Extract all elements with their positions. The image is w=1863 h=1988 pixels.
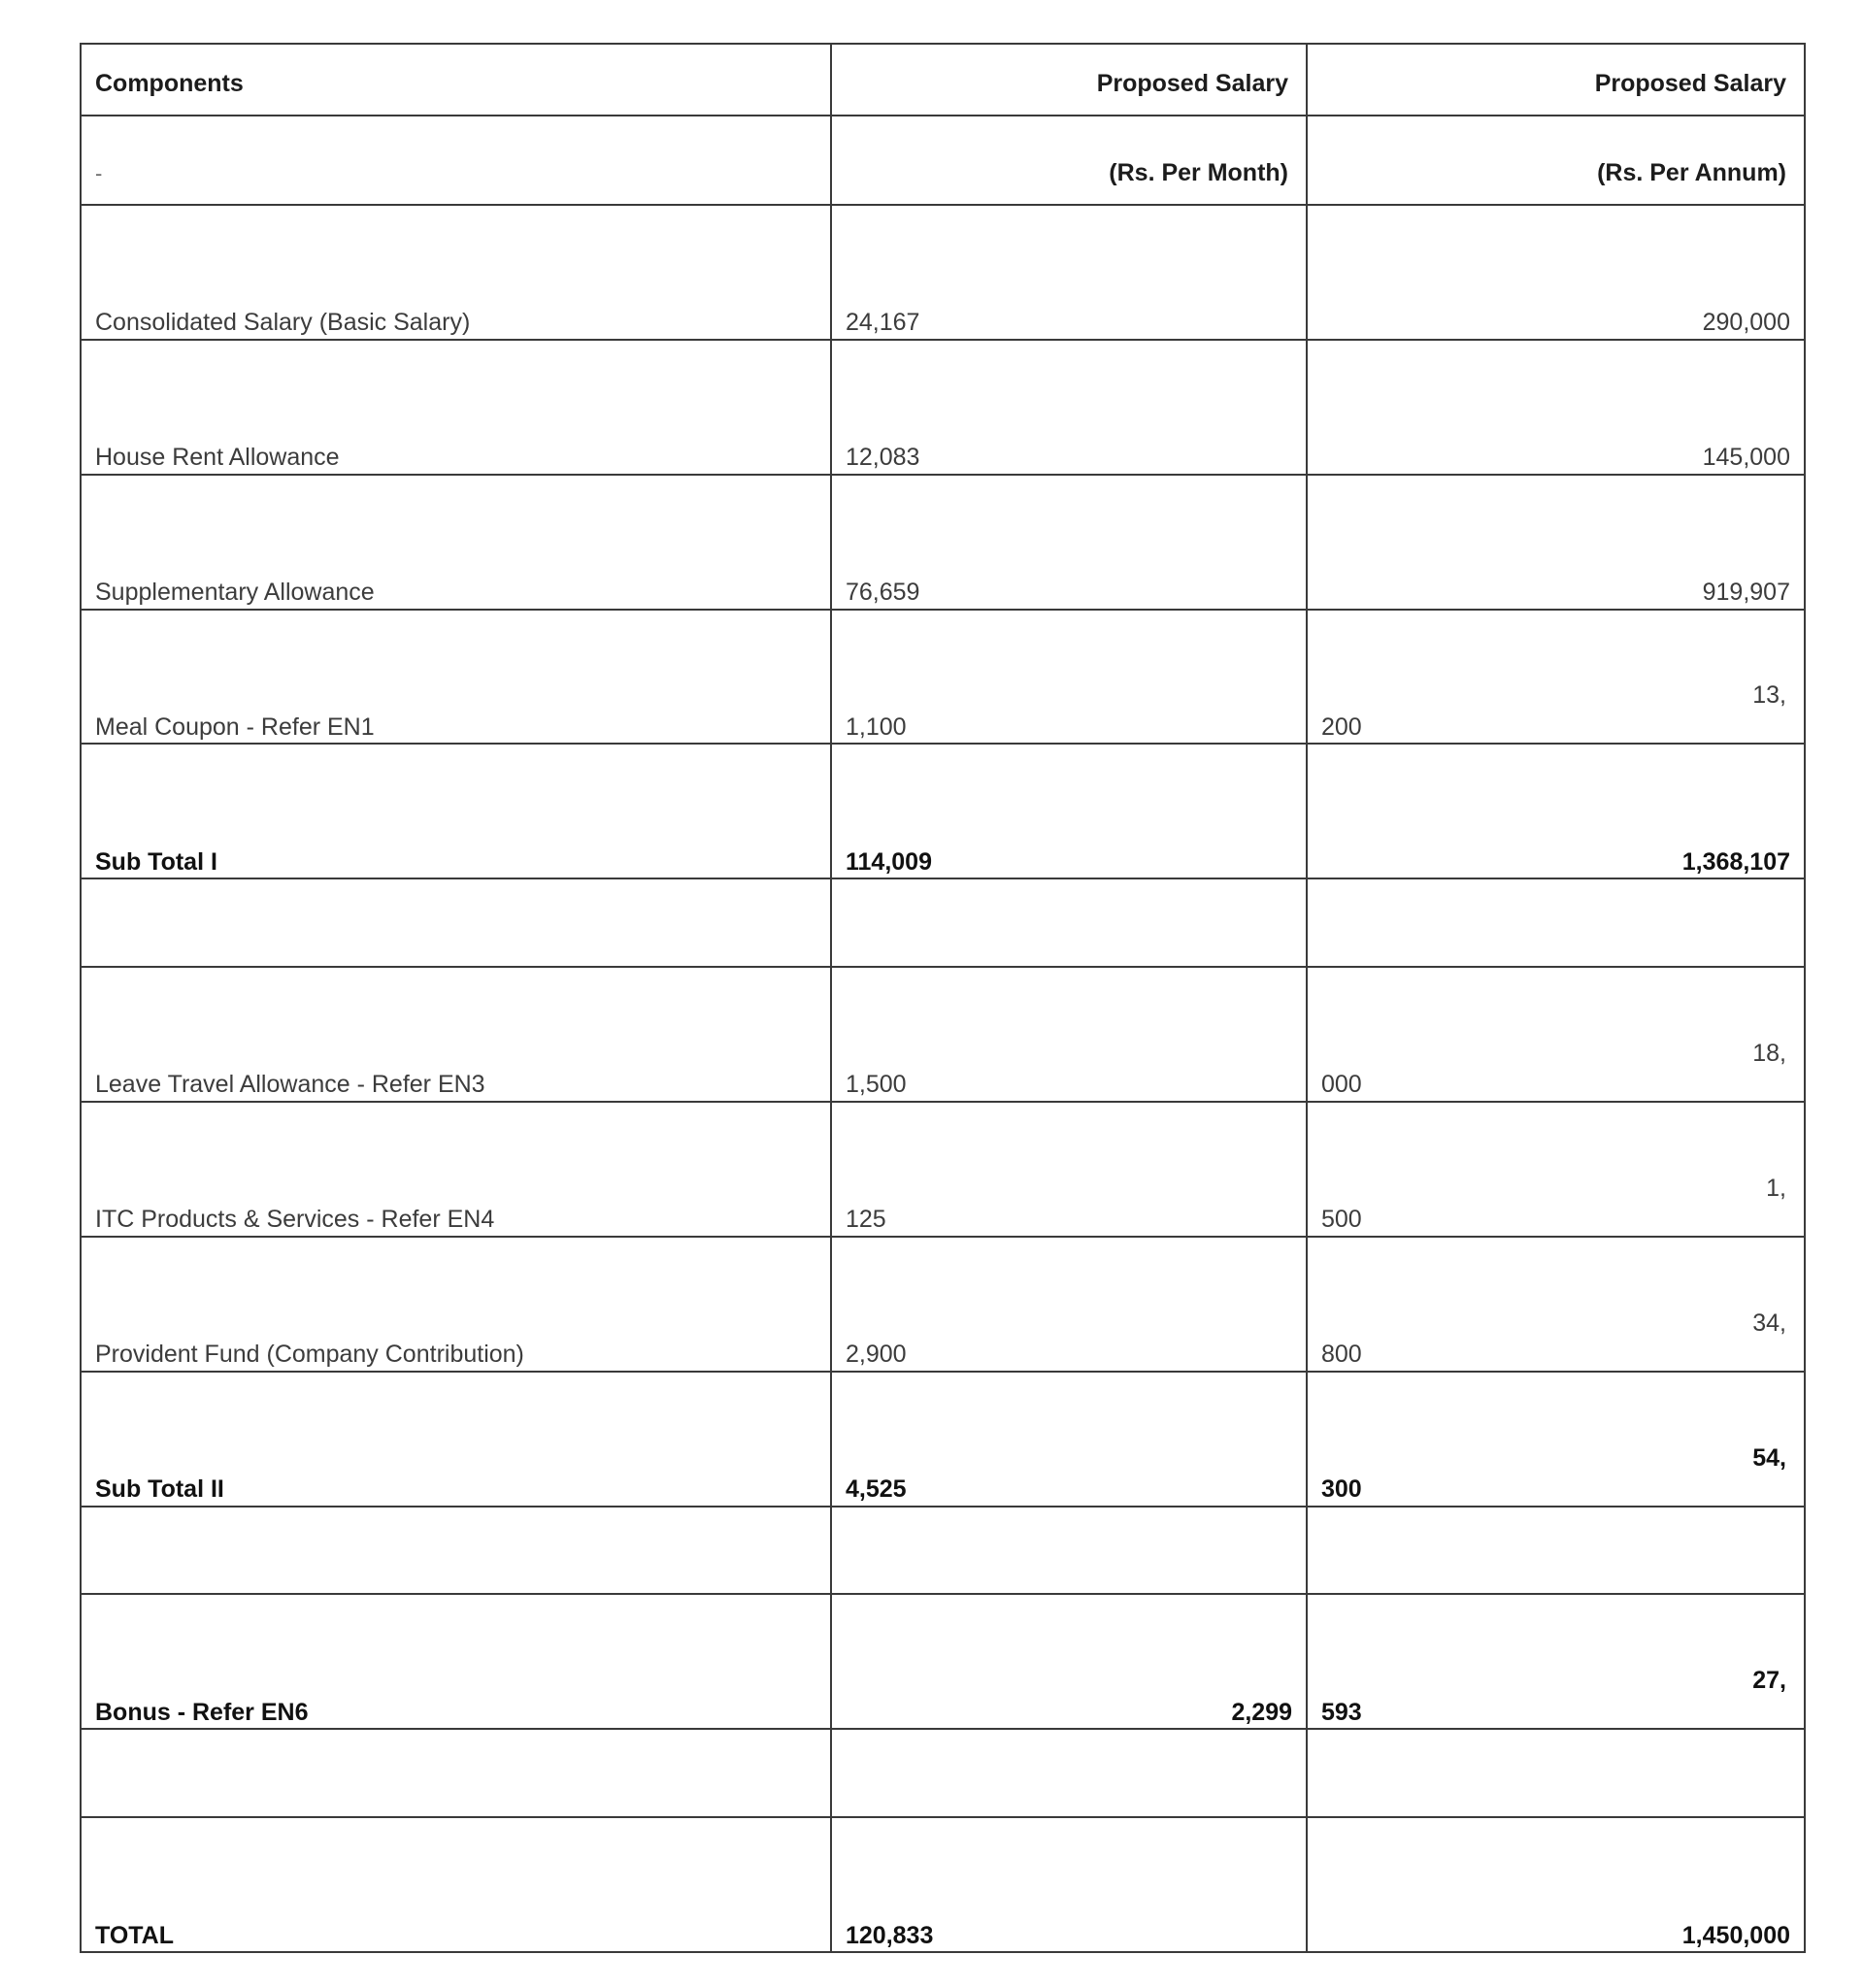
annual-value-fragment-bottom: 500 (1321, 1206, 1362, 1234)
cell-annual-value (1307, 1237, 1805, 1372)
cell-component-label: TOTAL (81, 1817, 831, 1952)
table-row (81, 475, 1805, 610)
cell-component-label: Meal Coupon - Refer EN1 (81, 610, 831, 745)
annual-value-fragment-bottom: 800 (1321, 1341, 1362, 1369)
spacer-cell-monthly (831, 878, 1307, 967)
cell-annual-value (1307, 967, 1805, 1102)
cell-monthly-value: 114,009 (831, 744, 1307, 878)
cell-annual-value (1307, 1372, 1805, 1507)
table-row (81, 744, 1805, 878)
header-annual-unit: (Rs. Per Annum) (1307, 116, 1805, 205)
table-header-row-2 (81, 116, 1805, 205)
cell-monthly-value: 76,659 (831, 475, 1307, 610)
spacer-cell-label (81, 1507, 831, 1595)
table-header-row-1 (81, 44, 1805, 116)
cell-component-label: Provident Fund (Company Contribution) (81, 1237, 831, 1372)
cell-component-label: ITC Products & Services - Refer EN4 (81, 1102, 831, 1237)
cell-monthly-value: 120,833 (831, 1817, 1307, 1952)
annual-value-fragment-top: 34, (1752, 1309, 1786, 1337)
annual-value-fragment-top: 27, (1752, 1667, 1786, 1695)
table-row (81, 1372, 1805, 1507)
spacer-cell-annual (1307, 1507, 1805, 1595)
spacer-cell-annual (1307, 1729, 1805, 1817)
header-monthly-title: Proposed Salary (831, 44, 1307, 116)
header-monthly-unit: (Rs. Per Month) (831, 116, 1307, 205)
table-row (81, 205, 1805, 340)
cell-annual-value (1307, 1594, 1805, 1729)
cell-annual-value: 145,000 (1307, 340, 1805, 475)
cell-annual-value: 919,907 (1307, 475, 1805, 610)
header-components-sub: - (81, 116, 831, 205)
cell-component-label: Leave Travel Allowance - Refer EN3 (81, 967, 831, 1102)
annual-value-fragment-top: 13, (1752, 681, 1786, 710)
cell-monthly-value: 24,167 (831, 205, 1307, 340)
cell-monthly-value: 2,900 (831, 1237, 1307, 1372)
salary-breakup-table (80, 43, 1806, 1953)
cell-annual-value: 1,368,107 (1307, 744, 1805, 878)
header-annual-title: Proposed Salary (1307, 44, 1805, 116)
cell-monthly-value: 4,525 (831, 1372, 1307, 1507)
annual-value-fragment-bottom: 000 (1321, 1071, 1362, 1099)
annual-value-fragment-top: 54, (1752, 1443, 1786, 1472)
table-row (81, 1594, 1805, 1729)
annual-value-fragment-bottom: 300 (1321, 1475, 1362, 1504)
annual-value-fragment-bottom: 200 (1321, 712, 1362, 741)
cell-component-label: House Rent Allowance (81, 340, 831, 475)
table-row (81, 1817, 1805, 1952)
cell-component-label: Consolidated Salary (Basic Salary) (81, 205, 831, 340)
cell-component-label: Bonus - Refer EN6 (81, 1594, 831, 1729)
spacer-cell-label (81, 1729, 831, 1817)
table-spacer-row (81, 1729, 1805, 1817)
table-row (81, 340, 1805, 475)
table-row (81, 610, 1805, 745)
annual-value-fragment-top: 1, (1766, 1174, 1786, 1202)
cell-component-label: Sub Total I (81, 744, 831, 878)
annual-value-fragment-bottom: 593 (1321, 1698, 1362, 1726)
table-spacer-row (81, 878, 1805, 967)
cell-component-label: Sub Total II (81, 1372, 831, 1507)
spacer-cell-monthly (831, 1507, 1307, 1595)
table-row (81, 1237, 1805, 1372)
annual-value-fragment-top: 18, (1752, 1039, 1786, 1067)
cell-annual-value: 290,000 (1307, 205, 1805, 340)
cell-component-label: Supplementary Allowance (81, 475, 831, 610)
cell-annual-value: 1,450,000 (1307, 1817, 1805, 1952)
spacer-cell-monthly (831, 1729, 1307, 1817)
spacer-cell-label (81, 878, 831, 967)
cell-monthly-value: 125 (831, 1102, 1307, 1237)
cell-monthly-value: 1,500 (831, 967, 1307, 1102)
cell-annual-value (1307, 610, 1805, 745)
cell-monthly-value: 1,100 (831, 610, 1307, 745)
table-row (81, 967, 1805, 1102)
table-spacer-row (81, 1507, 1805, 1595)
spacer-cell-annual (1307, 878, 1805, 967)
salary-table-container (80, 43, 1804, 1953)
header-components: Components (81, 44, 831, 116)
cell-monthly-value: 12,083 (831, 340, 1307, 475)
cell-annual-value (1307, 1102, 1805, 1237)
cell-monthly-value: 2,299 (831, 1594, 1307, 1729)
table-row (81, 1102, 1805, 1237)
